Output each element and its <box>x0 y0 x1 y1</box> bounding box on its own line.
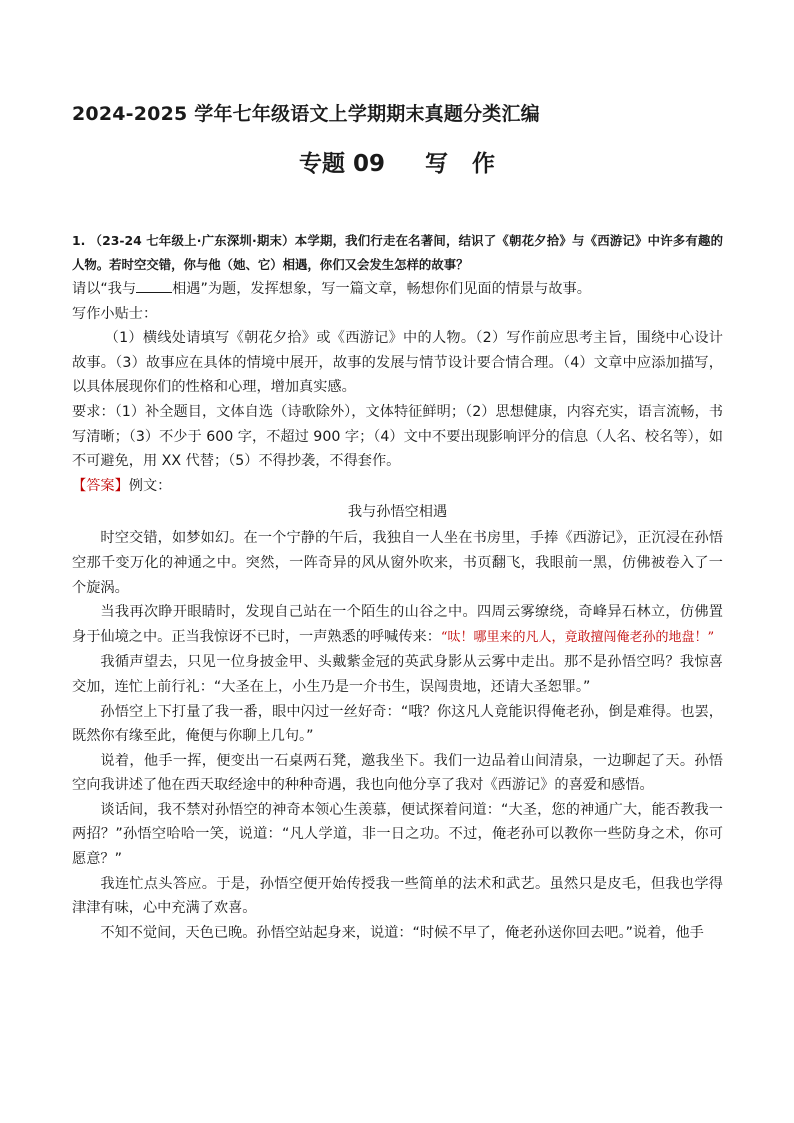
title-blank <box>136 280 172 293</box>
tips-label: 写作小贴士： <box>72 305 158 322</box>
essay-paragraph-2-text: 当我再次睁开眼睛时，发现自己站在一个陌生的山谷之中。四周云雾缭绕，奇峰异石林立，仿佛置身于仙境之中。正当我惊讶不已时，一声熟悉的呼喊传来： <box>72 604 723 645</box>
tips-text: （1）横线处请填写《朝花夕拾》或《西游记》中的人物。（2）写作前应思考主旨，围绕中心设计故事。（3）故事应在具体的情境中展开，故事的发展与情节设计要合情合理。（4）文章中应添加描写，以具体展现你们的性格和心理，增加真实感。 <box>72 330 723 396</box>
essay-paragraph-5: 说着，他手一挥，便变出一石桌两石凳，邀我坐下。我们一边品着山间清泉，一边聊起了天。孙悟空向我讲述了他在西天取经途中的种种奇遇，我也向他分享了我对《西游记》的喜爱和感悟。 <box>72 752 723 794</box>
essay-paragraph-8: 不知不觉间，天色已晚。孙悟空站起身来，说道：“时候不早了，俺老孙送你回去吧。”说着，他手 <box>100 924 704 941</box>
monkey-king-quote: “呔！哪里来的凡人，竟敢擅闯俺老孙的地盘！” <box>440 629 715 645</box>
requirements-text: 要求：（1）补全题目，文体自选（诗歌除外），文体特征鲜明；（2）思想健康，内容充实，语言流畅，书写清晰；（3）不少于 600 字，不超过 900 字；（4）文中不要出现影响评分的信息（人名、校名等），如不可避免，用 XX 代替；（5）不得抄袭，不得套作。 <box>72 403 723 470</box>
essay-paragraph-3: 我循声望去，只见一位身披金甲、头戴紫金冠的英武身影从云雾中走出。那不是孙悟空吗？我惊喜交加，连忙上前行礼：“大圣在上，小生乃是一介书生，误闯贵地，还请大圣恕罪。” <box>72 654 723 695</box>
question-intro-text: （23-24 七年级上·广东深圳·期末）本学期，我们行走在名著间，结识了《朝花夕拾》与《西游记》中许多有趣的人物。若时空交错，你与他（她、它）相遇，你们又会发生怎样的故事？ <box>72 233 723 272</box>
essay-paragraph-2 <box>72 600 723 650</box>
answer-tag: 【答案】 <box>72 477 129 494</box>
document-body <box>72 229 723 945</box>
answer-label: 例文： <box>128 477 172 494</box>
question-prompt <box>72 277 723 302</box>
essay-paragraph-6: 谈话间，我不禁对孙悟空的神奇本领心生羡慕，便试探着问道：“大圣，您的神通广大，能否教我一两招？”孙悟空哈哈一笑，说道：“凡人学道，非一日之功。不过，俺老孙可以教你一些防身之术，你可愿意？” <box>72 801 723 868</box>
prompt-before-blank: 请以“我与 <box>72 281 137 297</box>
topic-title: 专题 09 写 作 <box>298 151 496 177</box>
essay-paragraph-4: 孙悟空上下打量了我一番，眼中闪过一丝好奇：“哦？你这凡人竟能识得俺老孙，倒是难得。也罢，既然你有缘至此，俺便与你聊上几句。” <box>72 703 723 745</box>
essay-paragraph-1: 时空交错，如梦如幻。在一个宁静的午后，我独自一人坐在书房里，手捧《西游记》，正沉浸在孙悟空那千变万化的神通之中。突然，一阵奇异的风从窗外吹来，书页翻飞，我眼前一黑，仿佛被卷入了一个旋涡。 <box>72 530 723 596</box>
document-title: 2024-2025 学年七年级语文上学期期末真题分类汇编 <box>72 103 540 125</box>
essay-title: 我与孙悟空相遇 <box>347 504 448 521</box>
answer-heading <box>72 474 723 499</box>
question-number: 1. <box>72 233 86 248</box>
prompt-after-blank: 相遇”为题，发挥想象，写一篇文章，畅想你们见面的情景与故事。 <box>172 281 591 297</box>
question-intro <box>72 229 723 277</box>
essay-paragraph-7: 我连忙点头答应。于是，孙悟空便开始传授我一些简单的法术和武艺。虽然只是皮毛，但我也学得津津有味，心中充满了欢喜。 <box>72 875 723 917</box>
